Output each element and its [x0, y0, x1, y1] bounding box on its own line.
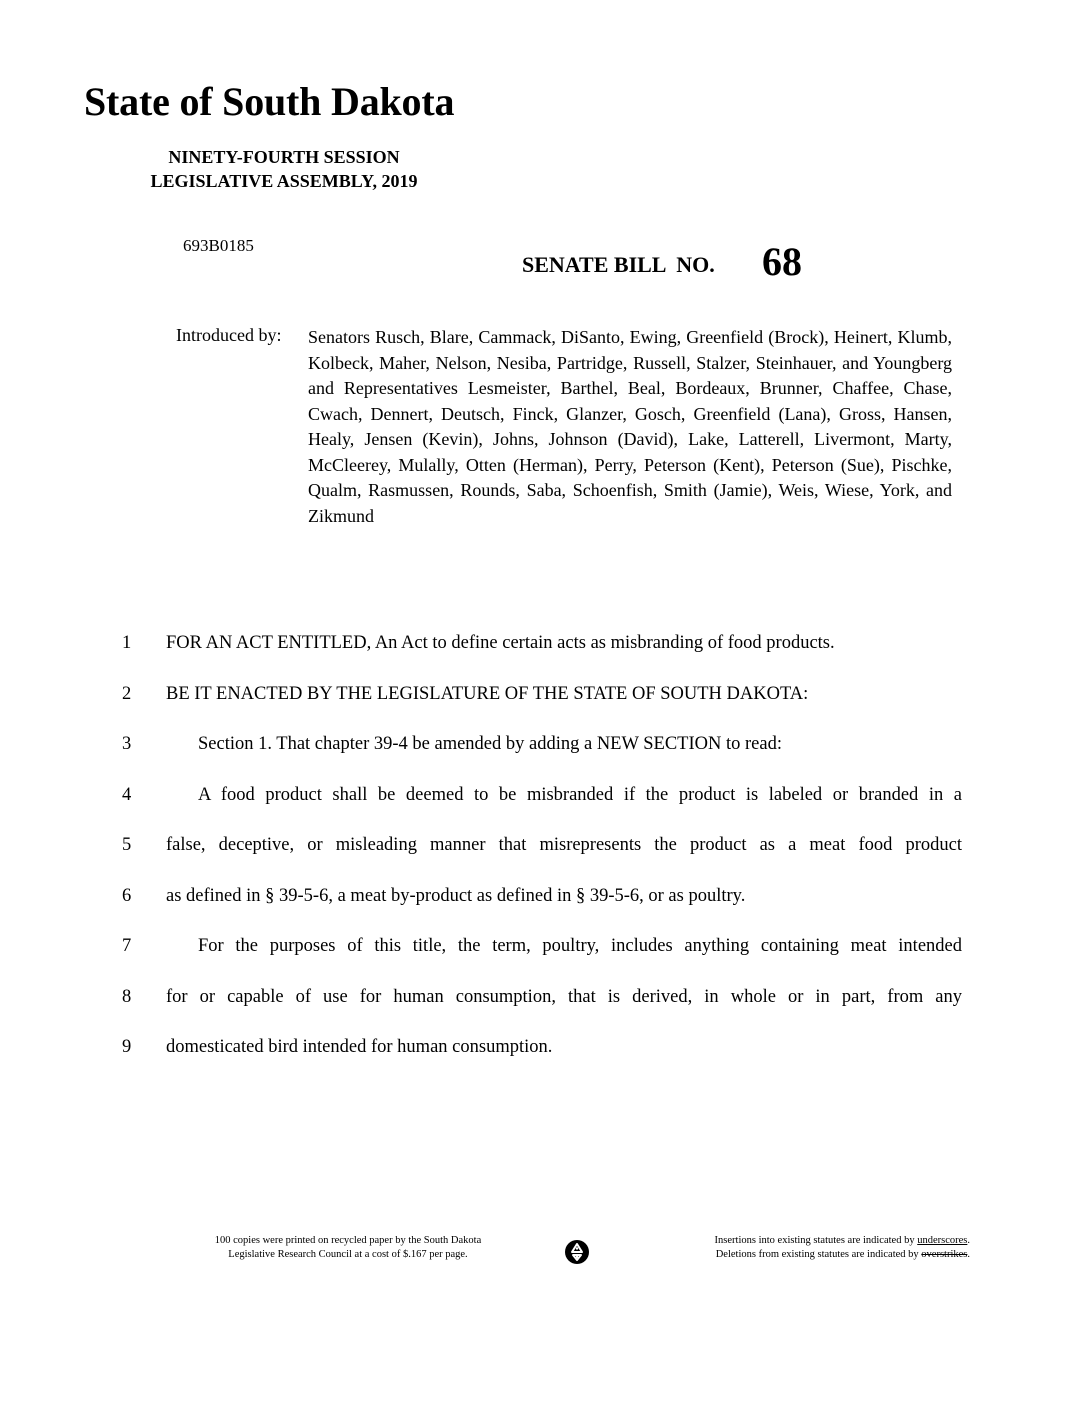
act-title-line: FOR AN ACT ENTITLED, An Act to define certain acts as misbranding of food products.	[166, 633, 835, 653]
body-text-line: A food product shall be deemed to be misbranded if the product is labeled or branded in a	[198, 785, 962, 805]
line-number: 7	[122, 936, 132, 956]
line-number: 8	[122, 987, 132, 1007]
line-number: 4	[122, 785, 132, 805]
assembly-line: LEGISLATIVE ASSEMBLY, 2019	[150, 171, 418, 191]
deletions-legend	[614, 1248, 970, 1262]
deletions-legend-text: Deletions from existing statutes are indicated by	[715, 1249, 922, 1260]
bill-label: SENATE BILL NO.	[522, 252, 715, 277]
enacting-clause-line: BE IT ENACTED BY THE LEGISLATURE OF THE STATE OF SOUTH DAKOTA:	[166, 684, 809, 704]
session-line: NINETY-FOURTH SESSION	[168, 147, 400, 167]
insertions-legend-text: Insertions into existing statutes are indicated by	[714, 1235, 918, 1246]
overstrikes-example: overstrikes	[921, 1249, 968, 1260]
body-text-line: false, deceptive, or misleading manner that misrepresents the product as a meat food product	[166, 835, 962, 855]
deletions-legend-suffix: .	[967, 1249, 970, 1260]
section-line: Section 1. That chapter 39-4 be amended by adding a NEW SECTION to read:	[198, 734, 782, 754]
insertions-legend	[614, 1234, 970, 1248]
line-number: 1	[122, 633, 132, 653]
body-text-line: for or capable of use for human consumption, that is derived, in whole or in part, from any	[166, 987, 962, 1007]
state-title: State of South Dakota	[84, 79, 455, 124]
line-number: 3	[122, 734, 132, 754]
body-text-line: as defined in § 39-5-6, a meat by-product as defined in § 39-5-6, or as poultry.	[166, 886, 746, 906]
printing-notice	[150, 1234, 546, 1262]
bill-number: 68	[762, 239, 802, 284]
printing-notice-line: 100 copies were printed on recycled paper by the South Dakota	[214, 1235, 482, 1246]
introduced-by-label: Introduced by:	[176, 325, 282, 345]
legend-notice	[614, 1234, 970, 1262]
sponsors-list: Senators Rusch, Blare, Cammack, DiSanto, Ewing, Greenfield (Brock), Heinert, Klumb, Kolbeck, Maher, Nelson, Nesiba, Partridge, Russell, Stalzer, Steinhauer, and Youngberg and Representatives Lesmeister, Barthel, Beal, Bordeaux, Brunner, Chaffee, Chase, Cwach, Dennert, Deutsch, Finck, Glanzer, Gosch, Greenfield (Lana), Gross, Hansen, Healy, Jensen (Kevin), Johns, Johnson (David), Lake, Latterell, Livermont, Marty, McCleerey, Mulally, Otten (Herman), Perry, Peterson (Kent), Peterson (Sue), Pischke, Qualm, Rasmussen, Rounds, Saba, Schoenfish, Smith (Jamie), Weis, Wiese, York, and Zikmund	[308, 327, 952, 526]
session-heading	[0, 145, 568, 193]
printing-notice-line: Legislative Research Council at a cost of $.167 per page.	[228, 1249, 468, 1260]
recycle-icon	[564, 1239, 590, 1265]
body-text-line: For the purposes of this title, the term, poultry, includes anything containing meat intended	[198, 936, 962, 956]
draft-code: 693B0185	[183, 236, 254, 255]
line-number: 5	[122, 835, 132, 855]
line-number: 9	[122, 1037, 132, 1057]
line-number: 6	[122, 886, 132, 906]
insertions-legend-suffix: .	[967, 1235, 970, 1246]
underscores-example: underscores	[917, 1235, 968, 1246]
body-text-line: domesticated bird intended for human consumption.	[166, 1037, 553, 1057]
line-number: 2	[122, 684, 132, 704]
